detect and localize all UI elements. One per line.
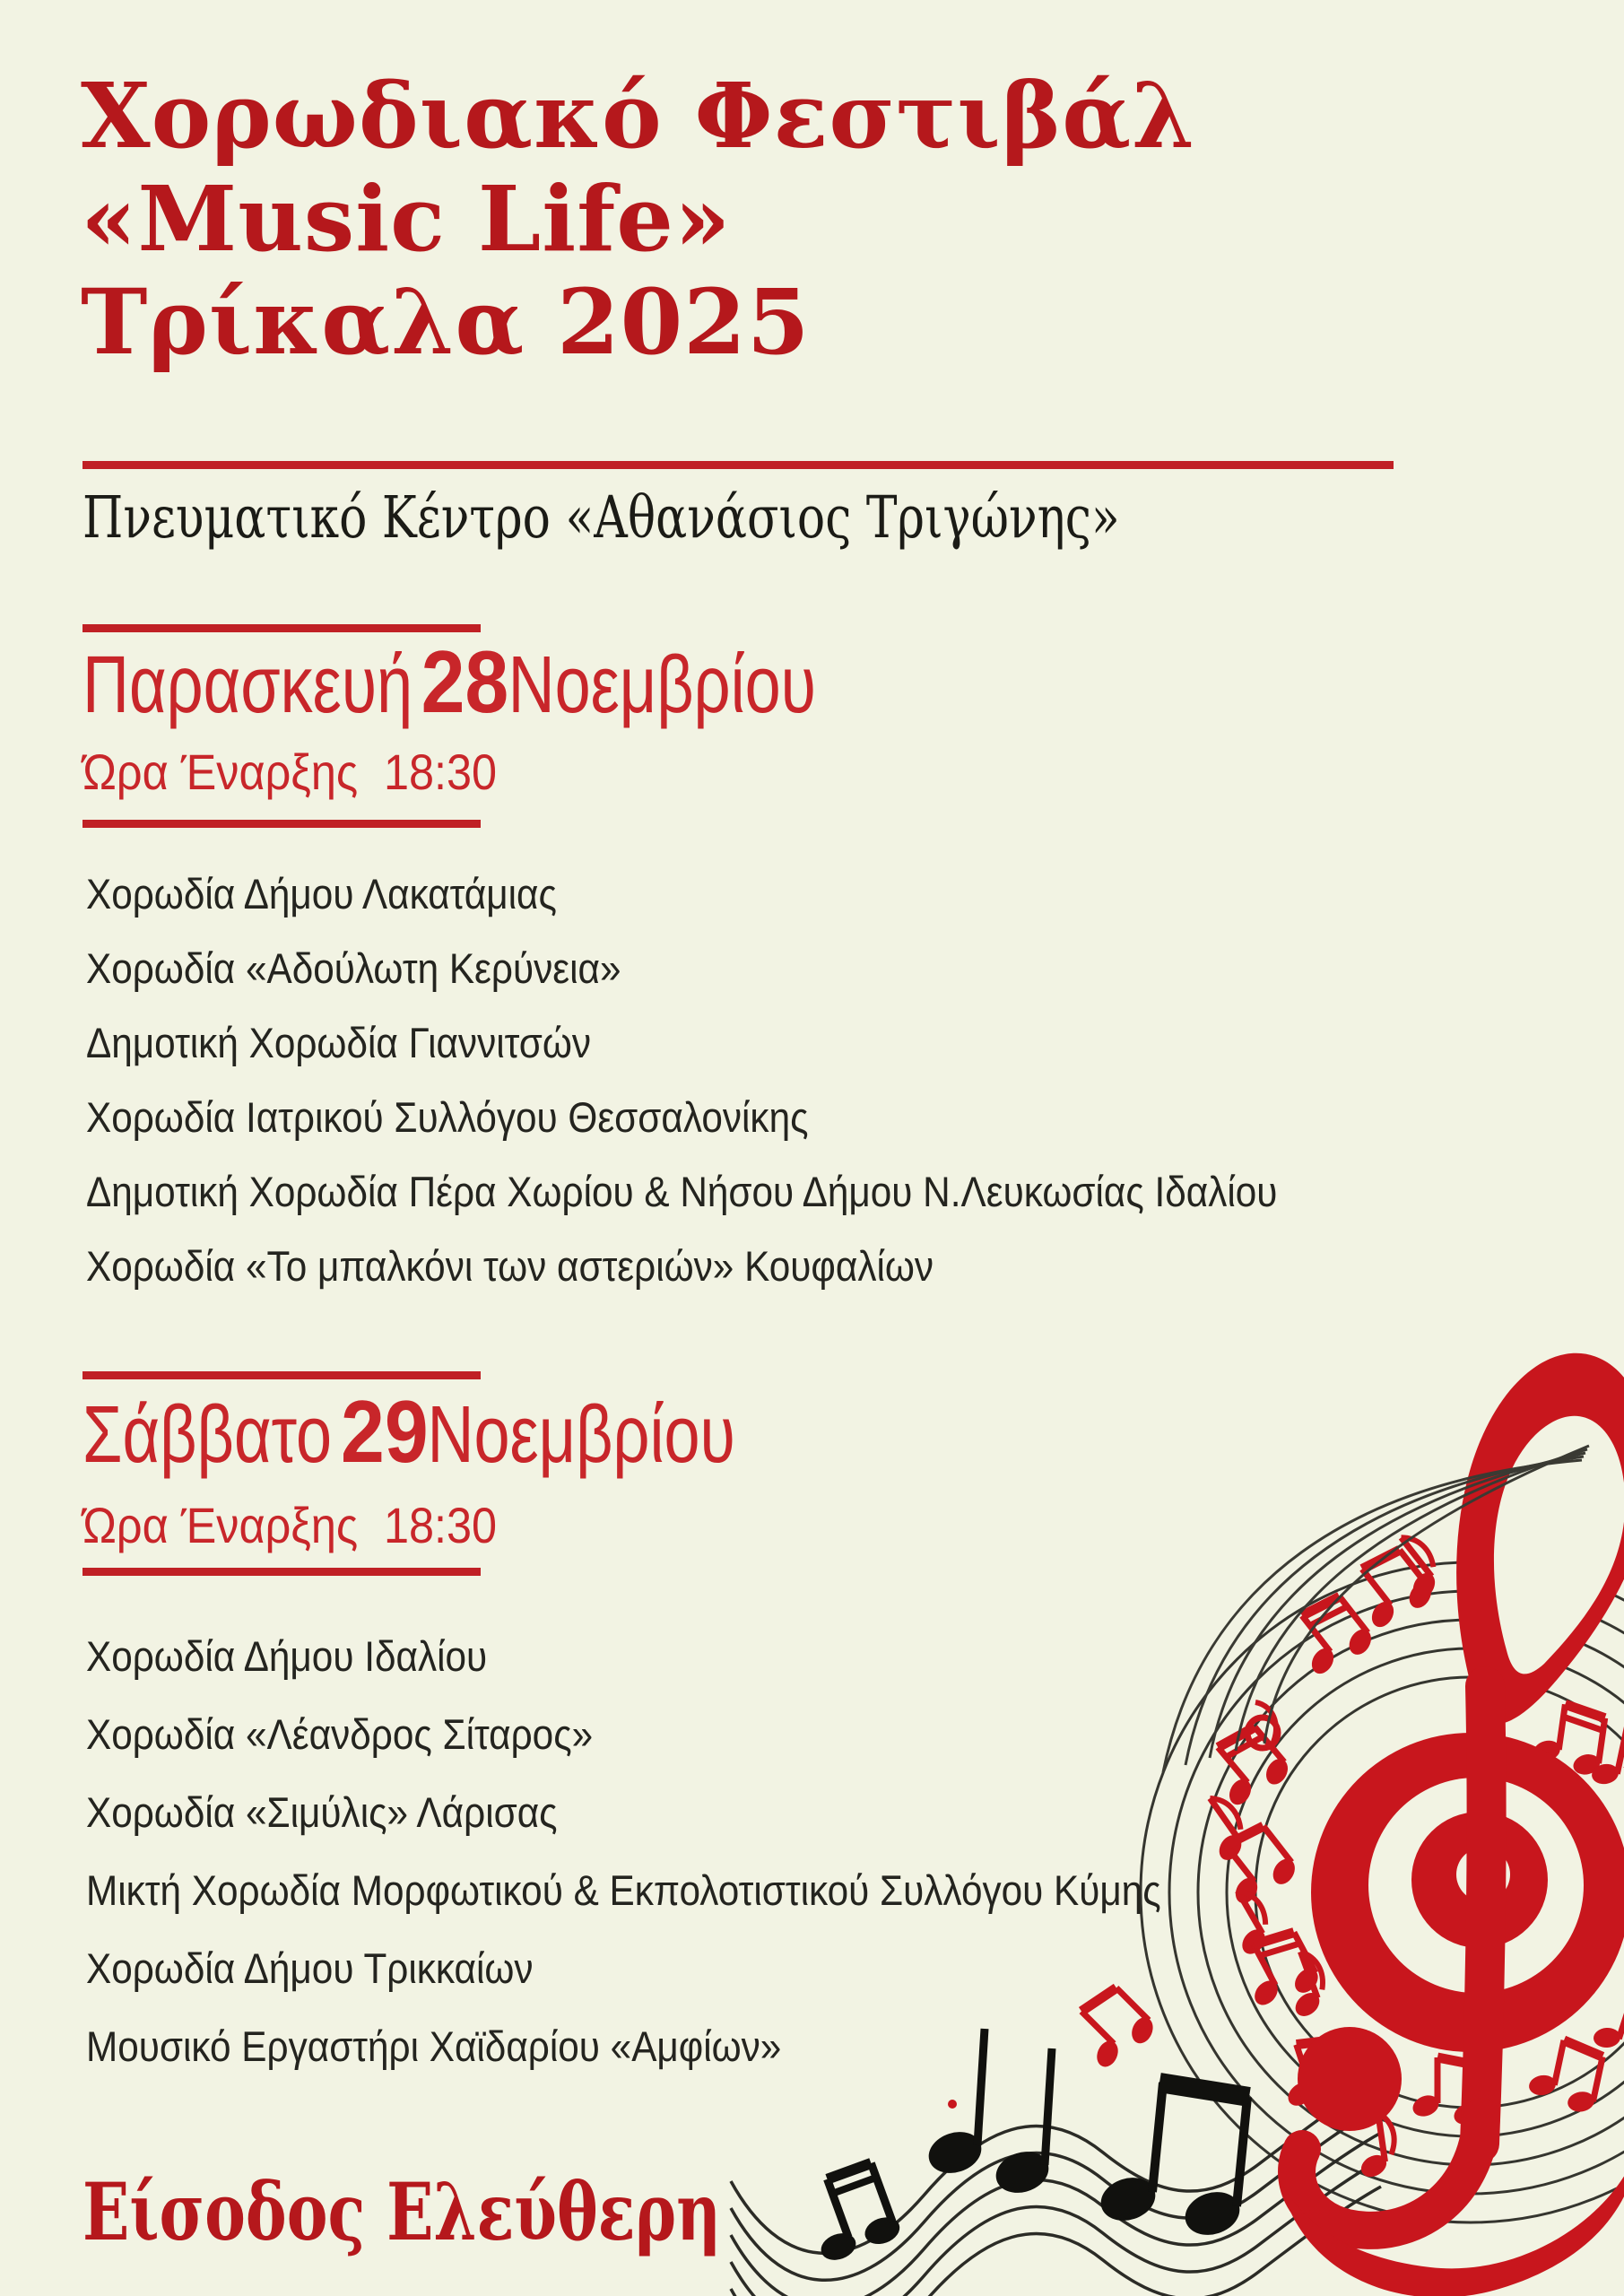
session1-bottom-rule <box>83 820 481 828</box>
choir-list-item: Χορωδία Δήμου Λακατάμιας <box>86 870 557 918</box>
session1-time-row <box>83 743 497 801</box>
session2-heading: Σάββατο29Νοεμβρίου <box>83 1382 735 1481</box>
session1-day: Παρασκευή <box>83 640 413 730</box>
choir-list-item: Χορωδία Δήμου Τρικκαίων <box>86 1944 534 1992</box>
session2-top-rule <box>83 1371 481 1379</box>
session1-month: Νοεμβρίου <box>508 640 816 730</box>
session2-time-row <box>83 1496 497 1554</box>
session2-day: Σάββατο <box>83 1390 333 1480</box>
choir-list-item: Δημοτική Χορωδία Πέρα Χωρίου & Νήσου Δήμου Ν.Λευκωσίας Ιδαλίου <box>86 1168 1278 1215</box>
wavy-staff-lines <box>731 2079 1381 2296</box>
session1-choir-list <box>86 870 1410 1319</box>
choir-list-item: Χορωδία Ιατρικού Συλλόγου Θεσσαλονίκης <box>86 1093 809 1141</box>
treble-clef-graphic <box>1281 1353 1624 2296</box>
choir-list-item: Μουσικό Εργαστήρι Χαϊδαρίου «Αμφίων» <box>86 2022 782 2070</box>
session2-time-value: 18:30 <box>383 1497 498 1553</box>
title-line-2: «Music Life» <box>81 166 732 272</box>
session1-top-rule <box>83 624 481 632</box>
session1-time-value: 18:30 <box>383 744 498 800</box>
choir-list-item: Χορωδία «Λέανδρος Σίταρος» <box>86 1710 594 1758</box>
choir-list-item: Χορωδία «Αδούλωτη Κερύνεια» <box>86 944 621 992</box>
session2-month: Νοεμβρίου <box>427 1390 735 1480</box>
choir-list-item: Χορωδία «Το μπαλκόνι των αστεριών» Κουφαλίων <box>86 1242 934 1290</box>
title-line-3: Τρίκαλα 2025 <box>81 269 811 375</box>
free-entrance-note: Είσοδος Ελεύθερη <box>83 2165 722 2258</box>
session2-bottom-rule <box>83 1568 481 1576</box>
choir-list-item: Δημοτική Χορωδία Γιαννιτσών <box>86 1019 592 1066</box>
choir-list-item: Χορωδία Δήμου Ιδαλίου <box>86 1632 488 1680</box>
title-line-1: Χορωδιακό Φεστιβάλ <box>81 63 1196 169</box>
session2-choir-list <box>86 1632 1281 2103</box>
session1-time-label: Ώρα Έναρξης <box>83 744 359 800</box>
choir-list-item: Μικτή Χορωδία Μορφωτικού & Εκπολοτιστικού Συλλόγου Κύμης <box>86 1866 1161 1914</box>
session2-time-label: Ώρα Έναρξης <box>83 1497 359 1553</box>
venue-name: Πνευματικό Κέντρο «Αθανάσιος Τριγώνης» <box>83 484 1120 552</box>
title-divider-rule <box>83 461 1394 469</box>
choir-list-item: Χορωδία «Σιμύλις» Λάρισας <box>86 1788 558 1836</box>
session1-heading: Παρασκευή28Νοεμβρίου <box>83 632 816 731</box>
poster-title <box>81 65 1195 374</box>
